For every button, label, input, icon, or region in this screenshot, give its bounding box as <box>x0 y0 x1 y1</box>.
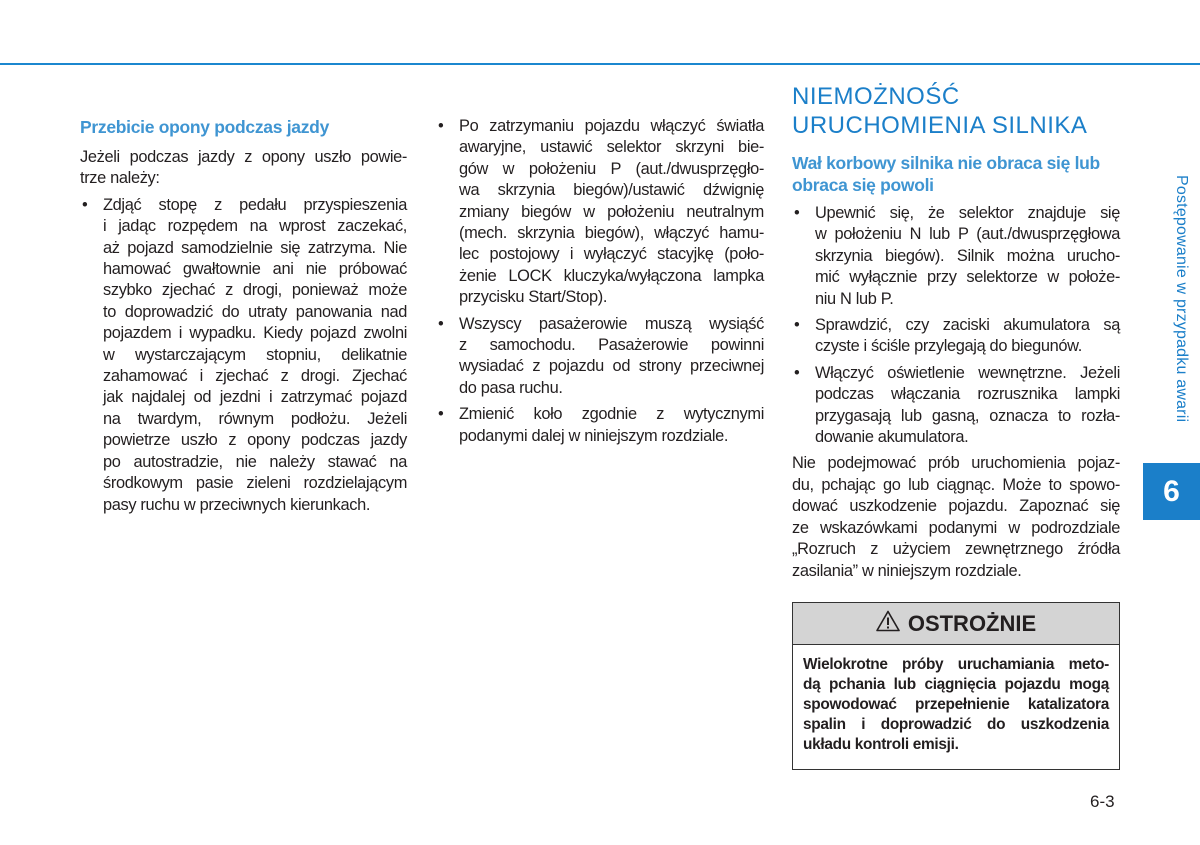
text-line: Wielokrotne próby uruchamiania meto- <box>803 656 1109 673</box>
text-line: żenie LOCK kluczyka/wyłączona lampka <box>459 266 764 285</box>
text-line: zahamować i zjechać z drogi. Zjechać <box>103 367 407 386</box>
bullet-icon: • <box>794 363 800 382</box>
text-line: spowodować przepełnienie katalizatora <box>803 696 1109 713</box>
paragraph <box>80 147 407 190</box>
bullet-item <box>792 315 1120 358</box>
text-line: skrzynia biegów). Silnik można urucho- <box>815 246 1120 265</box>
text-line: ze wskazówkami podanymi w podrozdziale <box>792 518 1120 537</box>
text-line: przygasają lub gasną, oznacza to rozła- <box>815 406 1120 425</box>
text-line: podczas włączania rozrusznika lampki <box>815 385 1120 404</box>
text-line: Zdjąć stopę z pedału przyspieszenia <box>103 195 407 214</box>
text-line: szybko zjechać z drogi, ponieważ może <box>103 281 407 300</box>
text-line: dować uszkodzenie pojazdu. Zapoznać się <box>792 497 1120 516</box>
text-line: z samochodu. Pasażerowie powinni <box>459 336 764 355</box>
paragraph <box>792 453 1120 581</box>
bullet-icon: • <box>438 117 444 135</box>
chapter-tab: 6 <box>1143 463 1200 520</box>
text-line: przycisku Start/Stop). <box>459 288 608 307</box>
title-line: URUCHOMIENIA SILNIKA <box>792 112 1088 139</box>
text-line: „Rozruch z użyciem zewnętrznego źródła <box>792 540 1120 559</box>
top-rule <box>0 63 1200 65</box>
text-line: Jeżeli podczas jazdy z opony uszło powie- <box>80 148 407 166</box>
text-line: środkowym pasie zieleni rozdzielającym <box>103 474 407 493</box>
text-line: dowanie akumulatora. <box>815 428 969 447</box>
bullet-icon: • <box>438 314 444 333</box>
text-line: zmiany biegów w położeniu neutralnym <box>459 202 764 221</box>
text-line: i jadąc rozpędem na wprost zaczekać, <box>103 217 407 236</box>
caution-text <box>793 645 1119 755</box>
page-number: 6-3 <box>1090 792 1115 811</box>
subsection-heading <box>792 152 1120 196</box>
text-line: jak najdalej od jezdni i zatrzymać pojazd <box>103 388 407 407</box>
bullet-item <box>436 314 764 400</box>
text-line: niu N lub P. <box>815 289 894 308</box>
text-line: gów w położeniu P (aut./dwusprzęgło- <box>459 159 764 178</box>
text-line: mić wyłącznie przy selektorze w położe- <box>815 268 1120 287</box>
text-line: trze należy: <box>80 169 160 188</box>
bullet-icon: • <box>794 204 800 222</box>
text-line: du, pchając go lub ciągnąc. Może to spowo- <box>792 475 1120 494</box>
text-line: to doprowadzić do utraty panowania nad <box>103 302 407 321</box>
text-line: (mech. skrzynia biegów), włączyć hamu- <box>459 224 764 243</box>
text-line: hamować gwałtownie ani nie próbować <box>103 260 407 279</box>
text-line: po autostradzie, nie należy stawać na <box>103 452 407 471</box>
text-line: wa skrzynia biegów)/ustawić dźwignię <box>459 181 764 200</box>
bullet-item <box>436 116 764 309</box>
text-line: w wystarczającym stopniu, delikatnie <box>103 345 407 364</box>
warning-triangle-icon <box>876 610 900 638</box>
text-line: w położeniu N lub P (aut./dwusprzęgłowa <box>815 225 1120 244</box>
text-line: powietrze uszło z opony podczas jazdy <box>103 431 407 450</box>
text-line: dą pchania lub ciągnięcia pojazdu mogą <box>803 676 1109 693</box>
text-line: układu kontroli emisji. <box>803 736 959 753</box>
text-line: Zmienić koło zgodnie z wytycznymi <box>459 405 764 424</box>
bullet-icon: • <box>82 195 88 214</box>
text-line: Wszyscy pasażerowie muszą wysiąść <box>459 314 764 333</box>
caution-box <box>792 602 1120 770</box>
bullet-item <box>80 195 407 516</box>
section-heading: Przebicie opony podczas jazdy <box>80 117 330 137</box>
chapter-side-title: Postępowanie w przypadku awarii <box>1173 175 1190 423</box>
text-line: Upewnić się, że selektor znajduje się <box>815 204 1120 222</box>
text-line: czyste i ściśle przylegają do biegunów. <box>815 337 1082 356</box>
column-middle <box>436 116 764 452</box>
bullet-item <box>792 363 1120 449</box>
heading-line: Wał korbowy silnika nie obraca się lub <box>792 153 1100 173</box>
text-line: spalin i doprowadzić do uszkodzenia <box>803 716 1109 733</box>
bullet-icon: • <box>794 316 800 335</box>
title-line: NIEMOŻNOŚĆ <box>792 83 960 110</box>
text-line: awaryjne, ustawić selektor skrzyni bie- <box>459 138 764 157</box>
text-line: aż pojazd samodzielnie się zatrzyma. Nie <box>103 238 407 257</box>
caution-header <box>793 603 1119 645</box>
page-title <box>792 82 1087 140</box>
bullet-icon: • <box>438 405 444 424</box>
column-right <box>792 152 1120 587</box>
text-line: Włączyć oświetlenie wewnętrzne. Jeżeli <box>815 363 1120 382</box>
text-line: podanymi dalej w niniejszym rozdziale. <box>459 426 729 445</box>
bullet-item <box>792 203 1120 310</box>
text-line: zasilania” w niniejszym rozdziale. <box>792 561 1022 580</box>
heading-line: obraca się powoli <box>792 175 934 195</box>
text-line: na twardym, równym podłożu. Jeżeli <box>103 409 407 428</box>
text-line: Sprawdzić, czy zaciski akumulatora są <box>815 316 1120 335</box>
text-line: wysiadać z pojazdu od strony przeciwnej <box>459 357 764 376</box>
text-line: do pasa ruchu. <box>459 378 563 397</box>
text-line: pojazdem i wypadku. Kiedy pojazd zwolni <box>103 324 407 343</box>
column-left <box>80 116 407 521</box>
text-line: Po zatrzymaniu pojazdu włączyć światła <box>459 117 764 135</box>
bullet-item <box>436 404 764 447</box>
text-line: lec postojowy i wyłączyć stacyjkę (poło- <box>459 245 764 264</box>
text-line: pasy ruchu w przeciwnych kierunkach. <box>103 495 371 514</box>
caution-label: OSTROŻNIE <box>907 610 1037 636</box>
text-line: Nie podejmować prób uruchomienia pojaz- <box>792 454 1120 473</box>
